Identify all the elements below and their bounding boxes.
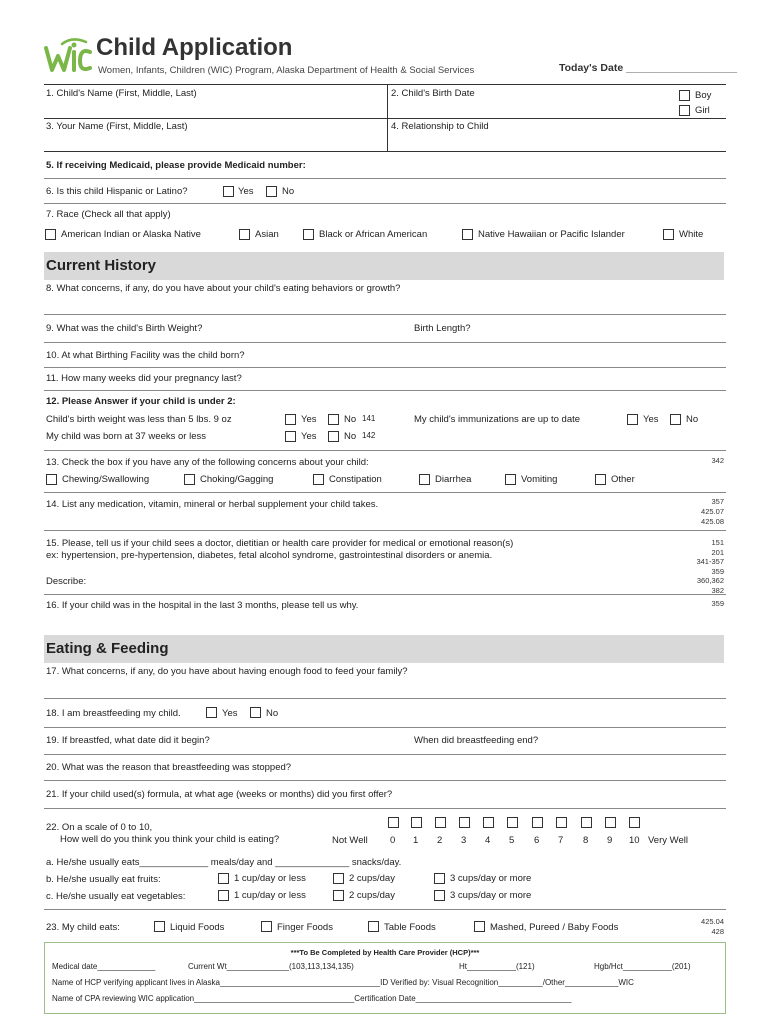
hispanic-no-label: No bbox=[282, 186, 295, 197]
boy-label: Boy bbox=[695, 90, 712, 101]
medicaid-label: 5. If receiving Medicaid, please provide Medicaid number: bbox=[46, 160, 306, 171]
describe-label: Describe: bbox=[46, 576, 87, 587]
rating-7-label: 7 bbox=[558, 835, 564, 846]
fruits-1cup-label: 1 cup/day or less bbox=[234, 873, 306, 884]
rating-6-label: 6 bbox=[534, 835, 540, 846]
fruits-1cup-checkbox[interactable] bbox=[218, 873, 229, 884]
current-history-header: Current History bbox=[44, 252, 724, 280]
concern-choking-checkbox[interactable] bbox=[184, 474, 195, 485]
race-pacific-islander-checkbox[interactable] bbox=[462, 229, 473, 240]
under-two-label: 12. Please Answer if your child is under 2: bbox=[46, 396, 236, 407]
immunizations-no-label: No bbox=[686, 414, 699, 425]
vegetables-label: c. He/she usually eat vegetables: bbox=[46, 891, 186, 902]
girl-label: Girl bbox=[695, 105, 710, 116]
child-eats-label: 23. My child eats: bbox=[46, 922, 120, 933]
todays-date-field[interactable]: Today's Date ___________________ bbox=[559, 62, 738, 74]
breastfeeding-no-label: No bbox=[266, 708, 279, 719]
preterm-label: My child was born at 37 weeks or less bbox=[46, 431, 206, 442]
concerns-label: 13. Check the box if you have any of the following concerns about your child: bbox=[46, 457, 369, 468]
hcp-height[interactable]: Ht___________(121) bbox=[459, 962, 535, 971]
scale-question: How well do you think you think your child is eating? bbox=[60, 834, 280, 845]
code-359b: 359 bbox=[711, 599, 724, 608]
race-black-checkbox[interactable] bbox=[303, 229, 314, 240]
food-liquid-checkbox[interactable] bbox=[154, 921, 165, 932]
breastfeeding-yes-label: Yes bbox=[222, 708, 238, 719]
low-birth-weight-no-checkbox[interactable] bbox=[328, 414, 339, 425]
meals-snacks-label: a. He/she usually eats_____________ meals/day and ______________ snacks/day. bbox=[46, 857, 402, 868]
doctor-visits-examples: ex: hypertension, pre-hypertension, diabetes, fetal alcohol syndrome, gastrointestinal disorders or anemia. bbox=[46, 550, 493, 561]
low-birth-weight-yes-checkbox[interactable] bbox=[285, 414, 296, 425]
hispanic-yes-label: Yes bbox=[238, 186, 254, 197]
veg-3cups-label: 3 cups/day or more bbox=[450, 890, 532, 901]
rating-2-label: 2 bbox=[437, 835, 443, 846]
pregnancy-weeks-label: 11. How many weeks did your pregnancy last? bbox=[46, 373, 242, 384]
preterm-no-label: No bbox=[344, 431, 357, 442]
birth-weight-label: 9. What was the child's Birth Weight? bbox=[46, 323, 203, 334]
veg-1cup-label: 1 cup/day or less bbox=[234, 890, 306, 901]
formula-age-label: 21. If your child used(s) formula, at what age (weeks or months) did you first offer? bbox=[46, 789, 393, 800]
your-name-label: 3. Your Name (First, Middle, Last) bbox=[46, 121, 188, 132]
bf-end-label: When did breastfeeding end? bbox=[414, 735, 539, 746]
fruits-3cups-label: 3 cups/day or more bbox=[450, 873, 532, 884]
rating-2-checkbox[interactable] bbox=[435, 817, 446, 828]
food-concerns-label: 17. What concerns, if any, do you have about having enough food to feed your family? bbox=[46, 666, 408, 677]
low-birth-weight-yes-label: Yes bbox=[301, 414, 317, 425]
page-subtitle: Women, Infants, Children (WIC) Program, Alaska Department of Health & Social Services bbox=[98, 65, 475, 76]
food-liquid-label: Liquid Foods bbox=[170, 922, 225, 933]
eating-feeding-header: Eating & Feeding bbox=[44, 635, 724, 663]
rating-4-label: 4 bbox=[485, 835, 491, 846]
page-title: Child Application bbox=[96, 34, 293, 61]
rating-8-checkbox[interactable] bbox=[581, 817, 592, 828]
hcp-medical-date[interactable]: Medical date_____________ bbox=[52, 962, 156, 971]
race-american-indian-checkbox[interactable] bbox=[45, 229, 56, 240]
code-425-08: 425.08 bbox=[701, 517, 724, 526]
rating-10-label: 10 bbox=[629, 835, 640, 846]
concern-chewing-checkbox[interactable] bbox=[46, 474, 57, 485]
scale-label: 22. On a scale of 0 to 10, bbox=[46, 822, 153, 833]
hcp-cpa-line[interactable]: Name of CPA reviewing WIC application____________________________________Certification Date___________________________________ bbox=[52, 994, 572, 1003]
concern-diarrhea-label: Diarrhea bbox=[435, 474, 472, 485]
race-asian-label: Asian bbox=[255, 229, 279, 240]
preterm-yes-checkbox[interactable] bbox=[285, 431, 296, 442]
hcp-hgb-hct[interactable]: Hgb/Hct___________(201) bbox=[594, 962, 691, 971]
food-table-label: Table Foods bbox=[384, 922, 436, 933]
preterm-no-checkbox[interactable] bbox=[328, 431, 339, 442]
code-151: 151 bbox=[711, 538, 724, 547]
food-mashed-checkbox[interactable] bbox=[474, 921, 485, 932]
hispanic-yes-checkbox[interactable] bbox=[223, 186, 234, 197]
rating-1-label: 1 bbox=[413, 835, 419, 846]
rating-9-label: 9 bbox=[607, 835, 613, 846]
rating-5-checkbox[interactable] bbox=[507, 817, 518, 828]
birth-length-label: Birth Length? bbox=[414, 323, 471, 334]
code-357: 357 bbox=[711, 497, 724, 506]
girl-checkbox[interactable] bbox=[679, 105, 690, 116]
race-white-checkbox[interactable] bbox=[663, 229, 674, 240]
food-finger-label: Finger Foods bbox=[277, 922, 333, 933]
code-201: 201 bbox=[711, 548, 724, 557]
rating-0-checkbox[interactable] bbox=[388, 817, 399, 828]
concern-other-label: Other bbox=[611, 474, 635, 485]
race-black-label: Black or African American bbox=[319, 229, 428, 240]
code-428: 428 bbox=[711, 927, 724, 936]
race-white-label: White bbox=[679, 229, 704, 240]
boy-checkbox[interactable] bbox=[679, 90, 690, 101]
immunizations-yes-checkbox[interactable] bbox=[627, 414, 638, 425]
code-382: 382 bbox=[711, 586, 724, 595]
bf-stop-reason-label: 20. What was the reason that breastfeeding was stopped? bbox=[46, 762, 292, 773]
hcp-title: ***To Be Completed by Health Care Provider (HCP)*** bbox=[290, 948, 480, 957]
rating-6-checkbox[interactable] bbox=[532, 817, 543, 828]
rating-4-checkbox[interactable] bbox=[483, 817, 494, 828]
code-425-04: 425.04 bbox=[701, 917, 724, 926]
concern-vomiting-checkbox[interactable] bbox=[505, 474, 516, 485]
rating-3-checkbox[interactable] bbox=[459, 817, 470, 828]
low-birth-weight-no-label: No bbox=[344, 414, 357, 425]
veg-1cup-checkbox[interactable] bbox=[218, 890, 229, 901]
concern-other-checkbox[interactable] bbox=[595, 474, 606, 485]
child-name-label: 1. Child's Name (First, Middle, Last) bbox=[46, 88, 197, 99]
fruits-3cups-checkbox[interactable] bbox=[434, 873, 445, 884]
rating-9-checkbox[interactable] bbox=[605, 817, 616, 828]
hospital-label: 16. If your child was in the hospital in the last 3 months, please tell us why. bbox=[46, 600, 359, 611]
code-360-362: 360,362 bbox=[696, 576, 724, 585]
fruits-2cups-label: 2 cups/day bbox=[349, 873, 395, 884]
medication-label: 14. List any medication, vitamin, mineral or herbal supplement your child takes. bbox=[46, 499, 379, 510]
rating-0-label: 0 bbox=[390, 835, 396, 846]
hispanic-no-checkbox[interactable] bbox=[266, 186, 277, 197]
race-pacific-islander-label: Native Hawaiian or Pacific Islander bbox=[478, 229, 625, 240]
relationship-label: 4. Relationship to Child bbox=[391, 121, 489, 132]
fruits-2cups-checkbox[interactable] bbox=[333, 873, 344, 884]
concern-diarrhea-checkbox[interactable] bbox=[419, 474, 430, 485]
rating-7-checkbox[interactable] bbox=[556, 817, 567, 828]
veg-2cups-label: 2 cups/day bbox=[349, 890, 395, 901]
code-425-07: 425.07 bbox=[701, 507, 724, 516]
immunizations-label: My child's immunizations are up to date bbox=[414, 414, 581, 425]
hispanic-label: 6. Is this child Hispanic or Latino? bbox=[46, 186, 188, 197]
very-well-label: Very Well bbox=[648, 835, 688, 846]
veg-3cups-checkbox[interactable] bbox=[434, 890, 445, 901]
breastfeeding-no-checkbox[interactable] bbox=[250, 707, 261, 718]
birthing-facility-label: 10. At what Birthing Facility was the child born? bbox=[46, 350, 245, 361]
rating-5-label: 5 bbox=[509, 835, 515, 846]
code-142: 142 bbox=[362, 431, 376, 440]
low-birth-weight-label: Child's birth weight was less than 5 lbs. 9 oz bbox=[46, 414, 232, 425]
child-birth-date-label: 2. Child's Birth Date bbox=[391, 88, 475, 99]
rating-8-label: 8 bbox=[583, 835, 589, 846]
hcp-verifying-line[interactable]: Name of HCP verifying applicant lives in Alaska____________________________________ID Verified by: Visual Recognition__________/Other____________WIC bbox=[52, 978, 634, 987]
food-table-checkbox[interactable] bbox=[368, 921, 379, 932]
concern-choking-label: Choking/Gagging bbox=[200, 474, 274, 485]
concern-vomiting-label: Vomiting bbox=[521, 474, 558, 485]
race-american-indian-label: American Indian or Alaska Native bbox=[61, 229, 201, 240]
veg-2cups-checkbox[interactable] bbox=[333, 890, 344, 901]
wic-logo bbox=[42, 38, 92, 74]
race-asian-checkbox[interactable] bbox=[239, 229, 250, 240]
hcp-current-weight[interactable]: Current Wt______________(103,113,134,135) bbox=[188, 962, 354, 971]
code-141: 141 bbox=[362, 414, 376, 423]
doctor-visits-label: 15. Please, tell us if your child sees a doctor, dietitian or health care provider for medical or emotional reason(s) bbox=[46, 538, 514, 549]
food-mashed-label: Mashed, Pureed / Baby Foods bbox=[490, 922, 619, 933]
fruits-label: b. He/she usually eat fruits: bbox=[46, 874, 161, 885]
race-label: 7. Race (Check all that apply) bbox=[46, 209, 171, 220]
concern-chewing-label: Chewing/Swallowing bbox=[62, 474, 150, 485]
concern-constipation-label: Constipation bbox=[329, 474, 382, 485]
rating-10-checkbox[interactable] bbox=[629, 817, 640, 828]
breastfeeding-label: 18. I am breastfeeding my child. bbox=[46, 708, 181, 719]
code-359a: 359 bbox=[711, 567, 724, 576]
bf-begin-label: 19. If breastfed, what date did it begin? bbox=[46, 735, 210, 746]
rating-1-checkbox[interactable] bbox=[411, 817, 422, 828]
immunizations-yes-label: Yes bbox=[643, 414, 659, 425]
breastfeeding-yes-checkbox[interactable] bbox=[206, 707, 217, 718]
immunizations-no-checkbox[interactable] bbox=[670, 414, 681, 425]
code-341-357: 341-357 bbox=[696, 557, 724, 566]
food-finger-checkbox[interactable] bbox=[261, 921, 272, 932]
rating-3-label: 3 bbox=[461, 835, 467, 846]
q8-label: 8. What concerns, if any, do you have about your child's eating behaviors or growth? bbox=[46, 283, 401, 294]
concern-constipation-checkbox[interactable] bbox=[313, 474, 324, 485]
not-well-label: Not Well bbox=[332, 835, 368, 846]
preterm-yes-label: Yes bbox=[301, 431, 317, 442]
code-342: 342 bbox=[711, 456, 724, 465]
